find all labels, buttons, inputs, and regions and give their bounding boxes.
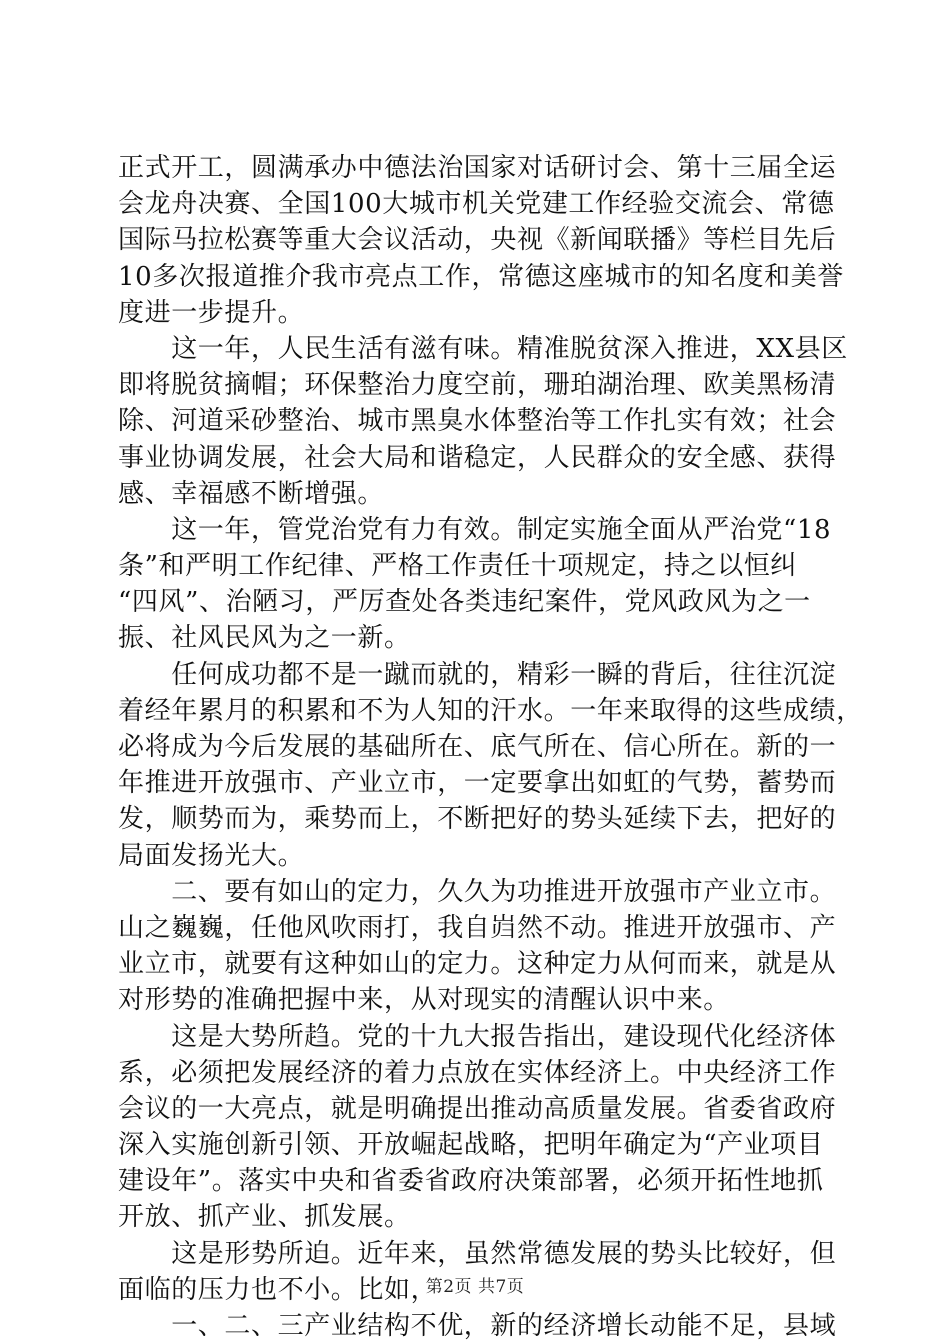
text-line: 10多次报道推介我市亮点工作，常德这座城市的知名度和美誉 [118, 261, 844, 292]
text-line: 面临的压力也不小。比如， [118, 1274, 438, 1305]
page-footer: 第2页 共7页 [425, 1277, 525, 1297]
text-line: 感、幸福感不断增强。 [118, 478, 385, 509]
text-line: 这一年，管党治党有力有效。制定实施全面从严治党“18 [118, 514, 832, 545]
text-line: 对形势的准确把握中来，从对现实的清醒认识中来。 [118, 985, 730, 1016]
body-text [118, 150, 863, 1344]
text-line: 这一年，人民生活有滋有味。精准脱贫深入推进，XX县区 [118, 333, 848, 364]
text-line: “四风”、治陋习，严厉查处各类违纪案件，党风政风为之一 [118, 587, 811, 618]
text-line: 建设年”。落实中央和省委省政府决策部署，必须开拓性地抓 [118, 1166, 824, 1197]
text-line: 必将成为今后发展的基础所在、底气所在、信心所在。新的一 [118, 732, 837, 762]
text-line: 局面发扬光大。 [118, 840, 305, 871]
text-line: 着经年累月的积累和不为人知的汗水。一年来取得的这些成绩， [118, 695, 863, 726]
text-line: 除、河道采砂整治、城市黑臭水体整治等工作扎实有效；社会 [118, 406, 837, 437]
text-line: 正式开工，圆满承办中德法治国家对话研讨会、第十三届全运 [118, 153, 837, 183]
text-line: 业立市，就要有这种如山的定力。这种定力从何而来，就是从 [118, 949, 837, 980]
text-line: 会议的一大亮点，就是明确提出推动高质量发展。省委省政府 [118, 1093, 837, 1124]
text-line: 度进一步提升。 [118, 297, 305, 328]
text-line: 年推进开放强市、产业立市，一定要拿出如虹的气势，蓄势而 [118, 768, 837, 799]
text-line: 这是大势所趋。党的十九大报告指出，建设现代化经济体 [118, 1021, 837, 1052]
text-line: 山之巍巍，任他风吹雨打，我自岿然不动。推进开放强市、产 [118, 912, 837, 943]
text-line: 国际马拉松赛等重大会议活动，央视《新闻联播》等栏目先后 [118, 225, 837, 256]
text-line: 系，必须把发展经济的着力点放在实体经济上。中央经济工作 [118, 1057, 837, 1088]
text-line: 深入实施创新引领、开放崛起战略，把明年确定为“产业项目 [118, 1130, 824, 1161]
text-line: 这是形势所迫。近年来，虽然常德发展的势头比较好，但 [118, 1238, 837, 1269]
text-line: 振、社风民风为之一新。 [118, 623, 411, 654]
text-line: 发，顺势而为，乘势而上，不断把好的势头延续下去，把好的 [118, 804, 837, 835]
text-line: 即将脱贫摘帽；环保整治力度空前，珊珀湖治理、欧美黑杨清 [118, 370, 837, 401]
text-line: 任何成功都不是一蹴而就的，精彩一瞬的背后，往往沉淀 [118, 659, 837, 690]
text-line: 事业协调发展，社会大局和谐稳定，人民群众的安全感、获得 [118, 442, 837, 473]
text-line: 会龙舟决赛、全国100大城市机关党建工作经验交流会、常德 [118, 189, 835, 220]
text-line: 二、要有如山的定力，久久为功推进开放强市产业立市。 [118, 876, 837, 907]
text-line: 一、二、三产业结构不优，新的经济增长动能不足，县域 [118, 1311, 837, 1341]
text-line: 条”和严明工作纪律、严格工作责任十项规定，持之以恒纠 [118, 551, 797, 582]
text-line: 开放、抓产业、抓发展。 [118, 1202, 411, 1233]
